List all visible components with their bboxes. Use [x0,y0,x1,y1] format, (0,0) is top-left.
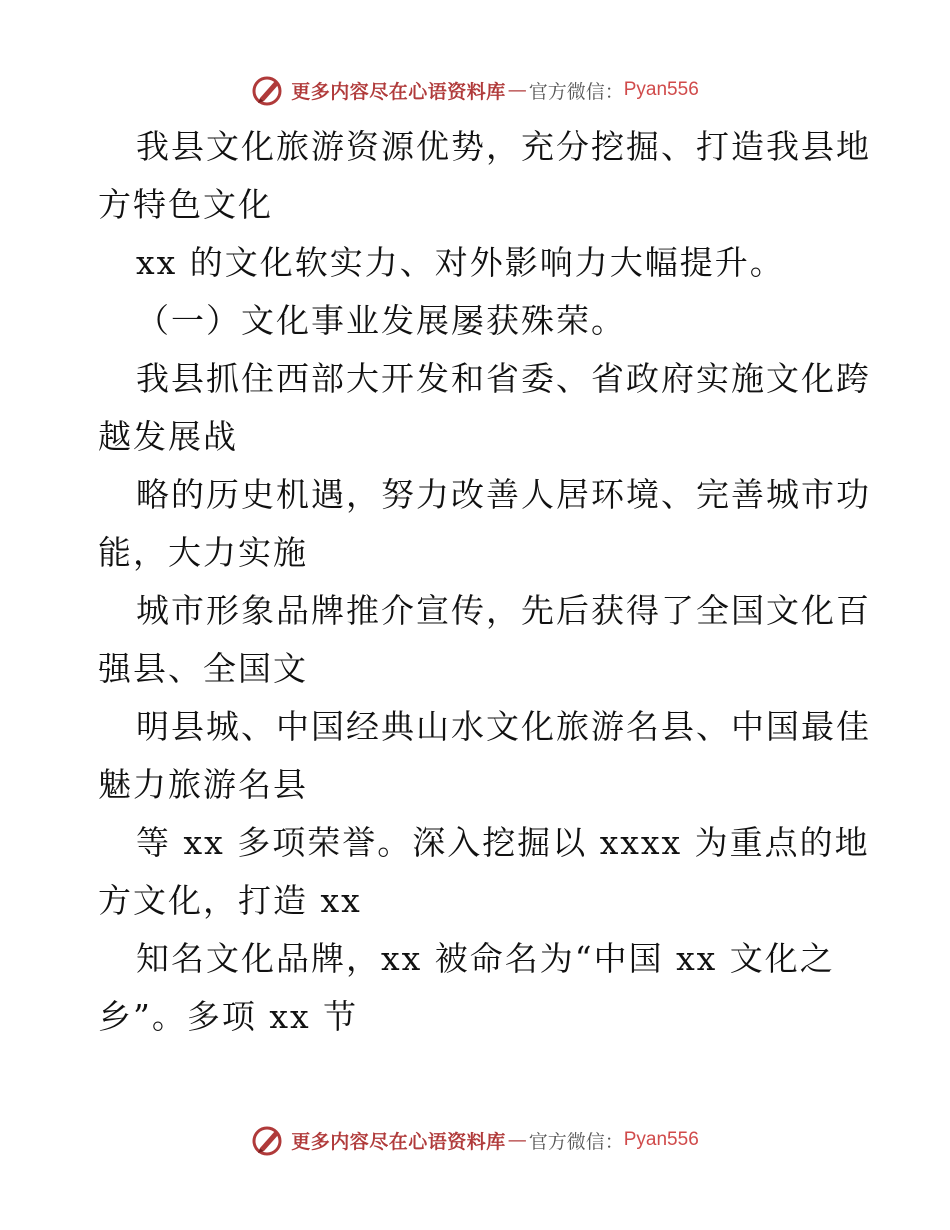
watermark-wechat-id: Pyan556 [623,1129,699,1150]
watermark-site-text: 更多内容尽在心语资料库 [291,1130,506,1153]
watermark-site-text: 更多内容尽在心语资料库 [291,80,506,103]
body-line: 我县文化旅游资源优势，充分挖掘、打造我县地 [136,127,871,166]
watermark-wechat-label: 官方微信： [528,80,624,103]
watermark-dash: — [507,1129,527,1151]
body-line: 明县城、中国经典山水文化旅游名县、中国最佳 [136,707,871,746]
body-line: xx 的文化软实力、对外影响力大幅提升。 [136,243,785,282]
section-heading: （一）文化事业发展屡获殊荣。 [136,301,626,340]
body-line: 等 xx 多项荣誉。深入挖掘以 xxxx 为重点的地 [136,823,870,862]
body-line: 能，大力实施 [98,533,308,572]
body-line: 知名文化品牌，xx 被命名为“中国 xx 文化之 [136,939,835,978]
body-line: 方文化，打造 xx [98,881,362,920]
footer-watermark [0,1120,950,1160]
body-line: 城市形象品牌推介宣传，先后获得了全国文化百 [136,591,871,630]
body-line: 方特色文化 [98,185,273,224]
body-line: 略的历史机遇，努力改善人居环境、完善城市功 [136,475,871,514]
body-line: 强县、全国文 [98,649,308,688]
body-line: 我县抓住西部大开发和省委、省政府实施文化跨 [136,359,871,398]
body-line: 乡”。多项 xx 节 [98,997,359,1036]
document-body [98,118,871,1046]
header-watermark [0,70,950,110]
watermark-wechat-label: 官方微信： [528,1130,624,1153]
body-line: 魅力旅游名县 [98,765,308,804]
watermark-wechat-id: Pyan556 [623,79,699,100]
watermark-dash: — [507,79,527,101]
pen-logo-icon [251,73,285,107]
pen-logo-icon [251,1123,285,1157]
body-line: 越发展战 [98,417,238,456]
